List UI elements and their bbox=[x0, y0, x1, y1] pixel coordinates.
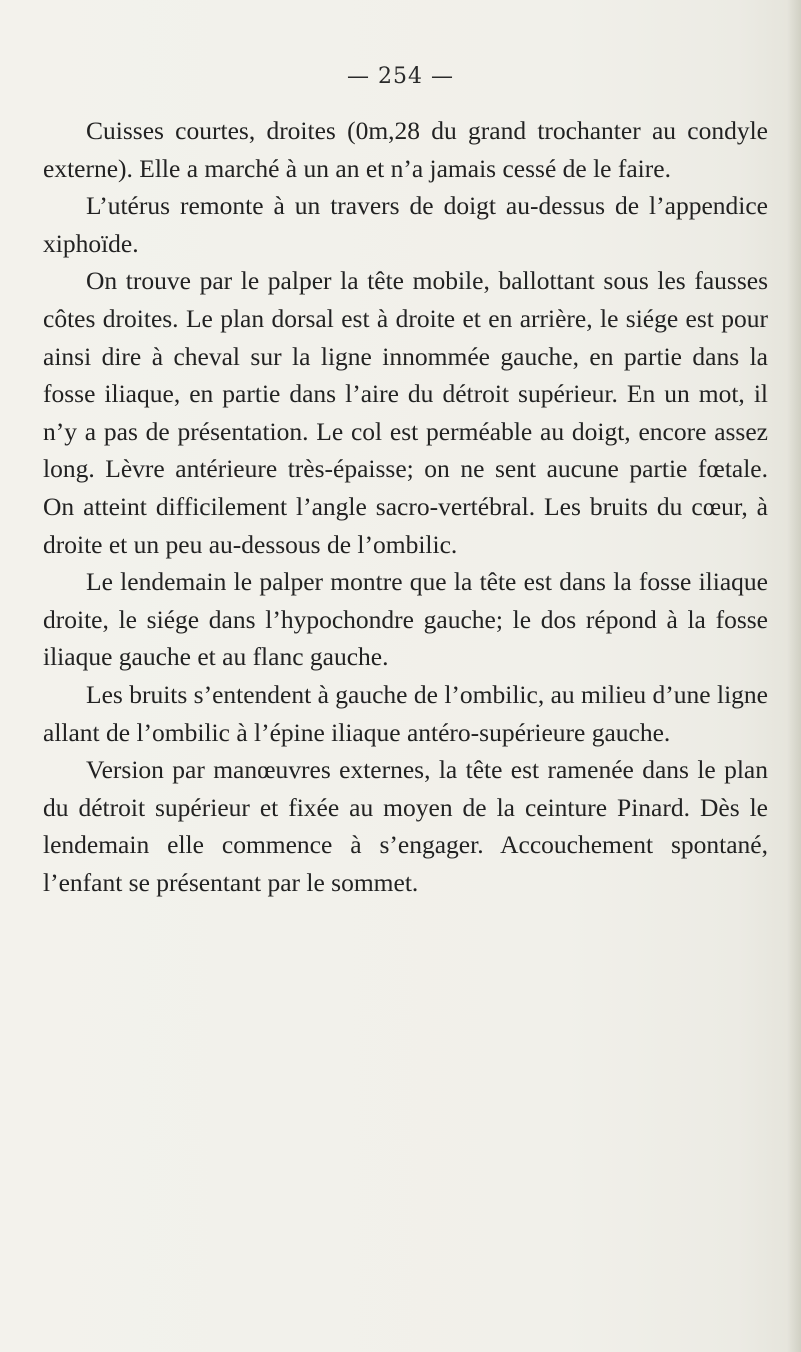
paragraph-6: Version par manœuvres externes, la tête est ramenée dans le plan du détroit supérieur et fixée au moyen de la ceinture Pinard. Dès le lendemain elle commence à s’engager. Accouchement spontané, l’enfant se présentant par le sommet. bbox=[43, 755, 768, 897]
paragraph-3: On trouve par le palper la tête mobile, ballottant sous les fausses côtes droites. Le plan dorsal est à droite et en arrière, le siége est pour ainsi dire à cheval sur la ligne innommée gauche, en partie dans la fosse iliaque, en partie dans l’aire du détroit supérieur. En un mot, il n’y a pas de présentation. Le col est perméable au doigt, encore assez long. Lèvre antérieure très-épaisse; on ne sent aucune partie fœtale. On atteint difficilement l’angle sacro-vertébral. Les bruits du cœur, à droite et un peu au-dessous de l’ombilic. bbox=[43, 266, 768, 559]
paragraph-5: Les bruits s’entendent à gauche de l’ombilic, au milieu d’une ligne allant de l’ombilic à l’épine iliaque antéro-supérieure gauche. bbox=[43, 679, 768, 747]
page-number: — 254 — bbox=[347, 64, 454, 89]
paragraph-2: L’utérus remonte à un travers de doigt au-dessus de l’appendice xiphoïde. bbox=[43, 191, 768, 258]
paragraph-4: Le lendemain le palper montre que la tête est dans la fosse iliaque droite, le siége dans l’hypochondre gauche; le dos répond à la fosse iliaque gauche et au flanc gauche. bbox=[43, 567, 768, 672]
body-text bbox=[43, 112, 768, 901]
paragraph-1: Cuisses courtes, droites (0m,28 du grand trochanter au condyle externe). Elle a marché à un an et n’a jamais cessé de le faire. bbox=[43, 116, 768, 183]
page-edge-shadow bbox=[787, 0, 801, 1352]
